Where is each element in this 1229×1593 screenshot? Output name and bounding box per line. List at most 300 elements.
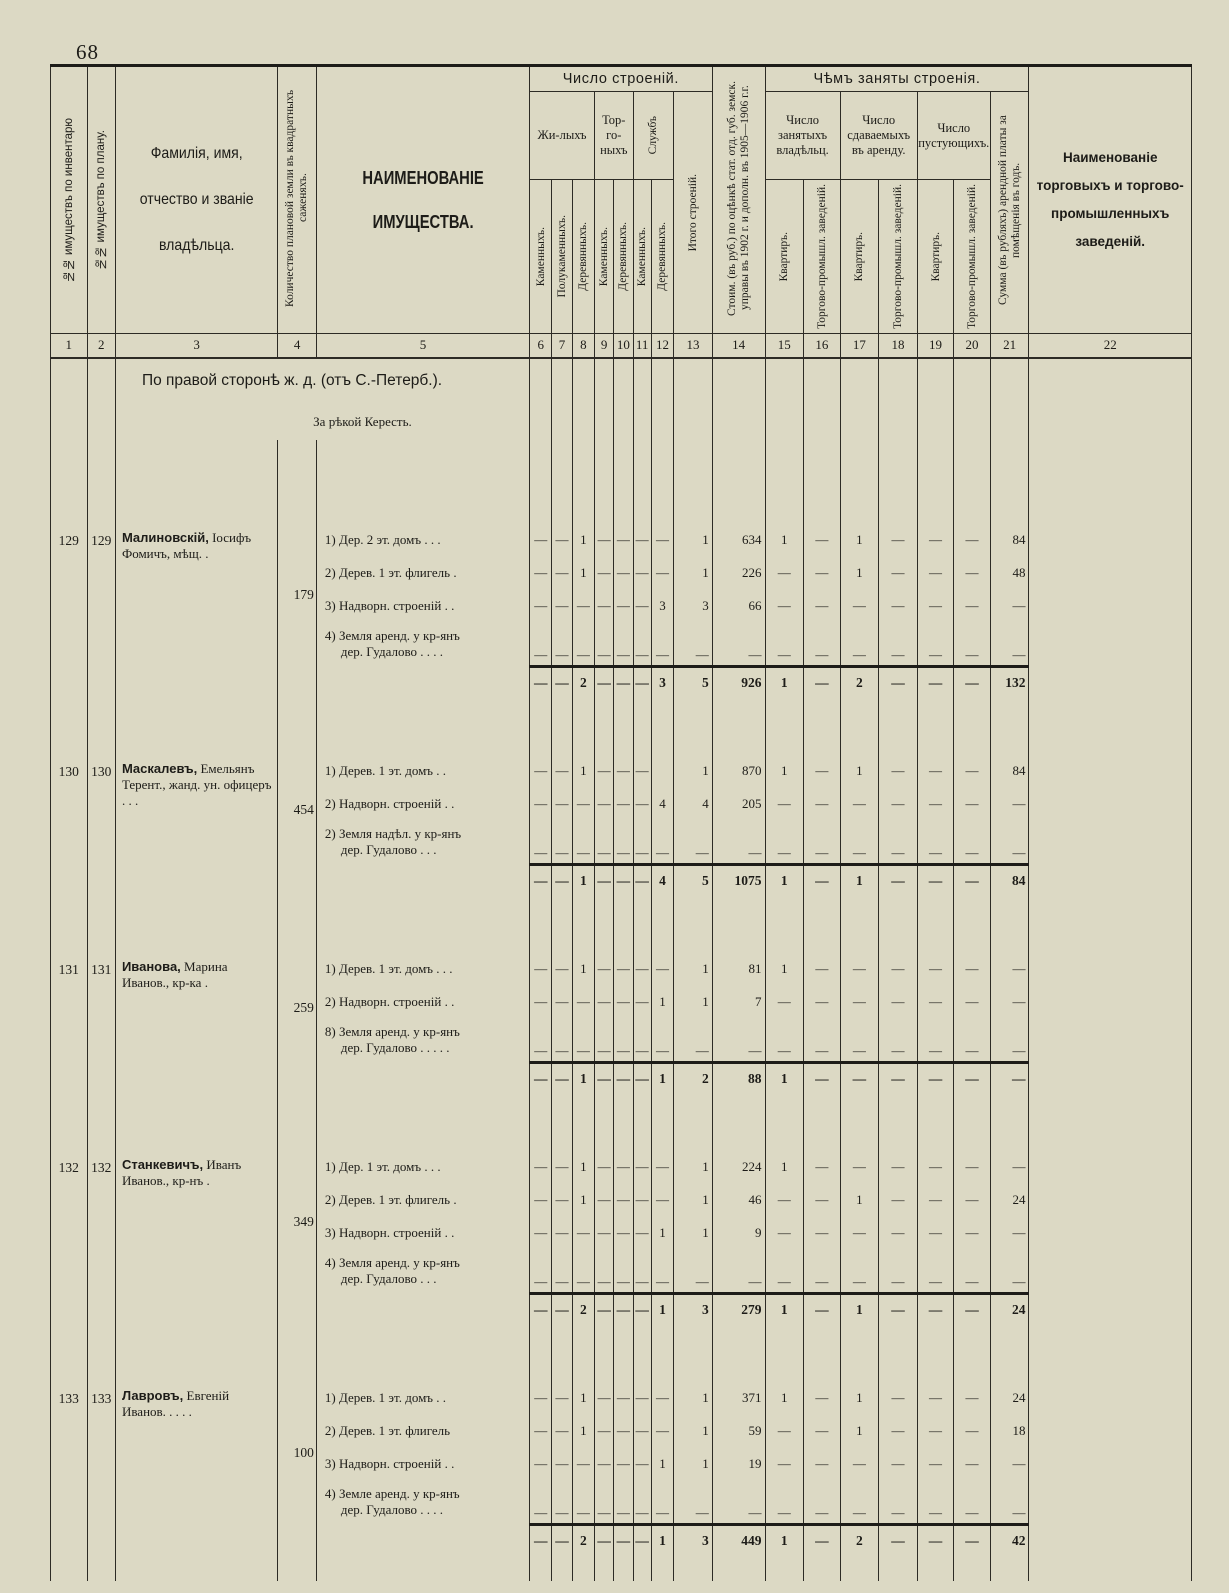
sum-rent: —: [990, 1063, 1029, 1095]
sum-occupancy-cell: 2: [840, 667, 879, 699]
building-count-cell: —: [614, 1448, 633, 1481]
empty-cell: [840, 699, 879, 755]
building-count-cell: [651, 755, 673, 788]
occupancy-cell: —: [804, 821, 841, 865]
rent-sum: —: [990, 788, 1029, 821]
occupancy-cell: —: [804, 1184, 841, 1217]
occupancy-cell: —: [840, 1481, 879, 1525]
empty-cell: [674, 897, 713, 953]
total-buildings: 1: [674, 557, 713, 590]
occupancy-cell: —: [954, 590, 991, 623]
building-count-cell: —: [530, 1019, 552, 1063]
occupancy-cell: —: [879, 590, 918, 623]
cost-value: 7: [712, 986, 765, 1019]
rent-sum: —: [990, 1217, 1029, 1250]
sum-occupancy-cell: —: [954, 865, 991, 897]
empty-cell: [674, 699, 713, 755]
building-count-cell: —: [572, 590, 594, 623]
sum-count-cell: —: [530, 1294, 552, 1326]
header-plan-no: №№ имуществъ по плану.: [87, 66, 115, 334]
empty-cell: [990, 440, 1029, 524]
building-count-cell: —: [614, 1217, 633, 1250]
property-total-row: [51, 667, 1192, 699]
occupancy-cell: —: [954, 524, 991, 557]
occupancy-cell: —: [954, 1019, 991, 1063]
sum-occupancy-cell: 2: [840, 1525, 879, 1557]
establishment-name: [1029, 1184, 1192, 1217]
empty-cell: [917, 1095, 954, 1151]
sum-count-cell: —: [552, 667, 572, 699]
cost-value: 224: [712, 1151, 765, 1184]
sum-occupancy-cell: —: [954, 1294, 991, 1326]
building-count-cell: —: [651, 821, 673, 865]
property-description: [316, 590, 529, 623]
sum-occupancy-cell: —: [804, 667, 841, 699]
occupancy-cell: —: [917, 953, 954, 986]
building-count-cell: 1: [572, 755, 594, 788]
building-count-cell: —: [651, 1415, 673, 1448]
empty-cell: [51, 1525, 88, 1557]
building-count-cell: —: [614, 623, 633, 667]
header-empty-apartments: Квартиръ.: [917, 180, 954, 334]
empty-cell: [87, 1095, 115, 1151]
column-number: 21: [990, 334, 1029, 358]
plan-number: 130: [87, 755, 115, 865]
building-count-cell: —: [633, 590, 651, 623]
sum-count-cell: —: [594, 1063, 613, 1095]
owner-details: Марина Иванов., кр-ка .: [121, 958, 228, 990]
land-area: 259: [278, 953, 317, 1063]
owner-name: [115, 1151, 277, 1294]
inventory-number: 133: [51, 1382, 88, 1525]
empty-cell: [674, 440, 713, 524]
building-count-cell: —: [614, 788, 633, 821]
occupancy-cell: —: [765, 986, 804, 1019]
building-count-cell: —: [552, 788, 572, 821]
occupancy-cell: —: [879, 1448, 918, 1481]
occupancy-cell: 1: [765, 953, 804, 986]
property-description: [316, 1415, 529, 1448]
occupancy-cell: —: [804, 1019, 841, 1063]
occupancy-cell: —: [917, 821, 954, 865]
header-service-stone: Каменныхъ.: [633, 180, 651, 334]
total-buildings: 1: [674, 1415, 713, 1448]
empty-cell: [917, 1557, 954, 1581]
empty-cell: [115, 1063, 277, 1095]
building-count-cell: —: [530, 755, 552, 788]
property-description: [316, 755, 529, 788]
sum-occupancy-cell: —: [917, 865, 954, 897]
empty-cell: [87, 897, 115, 953]
occupancy-cell: 1: [765, 755, 804, 788]
column-number: 16: [804, 334, 841, 358]
building-count-cell: —: [572, 1448, 594, 1481]
rent-sum: —: [990, 623, 1029, 667]
establishment-name: [1029, 1415, 1192, 1448]
owner-surname: Малиновскій,: [121, 529, 209, 545]
empty-cell: [87, 865, 115, 897]
property-description: [316, 986, 529, 1019]
building-count-cell: —: [614, 755, 633, 788]
establishment-name: [1029, 1382, 1192, 1415]
empty-cell: [278, 667, 317, 699]
occupancy-cell: —: [917, 755, 954, 788]
occupancy-cell: —: [954, 1217, 991, 1250]
building-count-cell: —: [614, 1382, 633, 1415]
empty-cell: [51, 1557, 88, 1581]
empty-cell: [278, 1326, 317, 1382]
empty-cell: [115, 1525, 277, 1557]
column-number-row: [51, 334, 1192, 358]
total-buildings: 1: [674, 755, 713, 788]
building-count-cell: —: [552, 755, 572, 788]
owner-details: Евгеній Иванов. . . . .: [121, 1387, 230, 1419]
occupancy-cell: —: [879, 1382, 918, 1415]
building-count-cell: —: [651, 623, 673, 667]
header-owner-trade: Торгово-промышл. заведеній.: [804, 180, 841, 334]
establishment-name: [1029, 755, 1192, 788]
inventory-number: 130: [51, 755, 88, 865]
empty-cell: [614, 440, 633, 524]
total-buildings: 4: [674, 788, 713, 821]
empty-cell: [530, 440, 552, 524]
occupancy-cell: —: [765, 1250, 804, 1294]
building-count-cell: —: [594, 1250, 613, 1294]
empty-cell: [51, 699, 88, 755]
sum-count-cell: —: [614, 667, 633, 699]
empty-cell: [594, 440, 613, 524]
empty-cell: [765, 897, 804, 953]
rent-sum: 24: [990, 1382, 1029, 1415]
empty-cell: [530, 1557, 552, 1581]
owner-details: Емельянъ Терент., жанд. ун. офицеръ . . .: [121, 760, 272, 808]
building-count-cell: —: [633, 1481, 651, 1525]
property-total-row: [51, 1063, 1192, 1095]
sum-count-cell: —: [594, 1525, 613, 1557]
cost-value: 66: [712, 590, 765, 623]
total-buildings: 1: [674, 953, 713, 986]
description-line: 1) Дер. 1 эт. домъ . . .: [324, 1159, 441, 1174]
property-description: [316, 953, 529, 986]
establishment-name: [1029, 986, 1192, 1019]
occupancy-cell: —: [917, 1250, 954, 1294]
sum-count-cell: —: [614, 1063, 633, 1095]
empty-cell: [879, 699, 918, 755]
sum-occupancy-cell: —: [879, 1063, 918, 1095]
occupancy-cell: —: [879, 1217, 918, 1250]
empty-cell: [278, 897, 317, 953]
building-count-cell: —: [633, 788, 651, 821]
rent-sum: 84: [990, 755, 1029, 788]
establishment-name: [1029, 524, 1192, 557]
building-count-cell: —: [633, 1019, 651, 1063]
owner-details: Иванъ Иванов., кр-нъ .: [121, 1156, 242, 1188]
occupancy-cell: —: [879, 623, 918, 667]
empty-cell: [530, 1326, 552, 1382]
header-owner-apartments: Квартиръ.: [765, 180, 804, 334]
sum-count-cell: 2: [572, 1525, 594, 1557]
building-count-cell: —: [614, 557, 633, 590]
sum-count-cell: —: [530, 667, 552, 699]
establishment-name: [1029, 1217, 1192, 1250]
land-area: 349: [278, 1151, 317, 1294]
occupancy-cell: —: [917, 1382, 954, 1415]
occupancy-cell: 1: [840, 1382, 879, 1415]
sum-count-cell: 2: [572, 1294, 594, 1326]
rent-sum: —: [990, 1019, 1029, 1063]
empty-cell: [316, 1294, 529, 1326]
building-count-cell: —: [594, 1382, 613, 1415]
building-count-cell: —: [633, 1217, 651, 1250]
land-area: 100: [278, 1382, 317, 1525]
column-number: 19: [917, 334, 954, 358]
occupancy-cell: —: [765, 788, 804, 821]
empty-cell: [87, 699, 115, 755]
total-buildings: —: [674, 1019, 713, 1063]
page-number: 68: [76, 40, 99, 64]
sum-occupancy-cell: —: [804, 865, 841, 897]
empty-cell: [572, 1557, 594, 1581]
plan-number: 129: [87, 524, 115, 667]
empty-cell: [115, 1095, 277, 1151]
column-number: 17: [840, 334, 879, 358]
establishment-name: [1029, 1250, 1192, 1294]
empty-cell: [594, 1095, 613, 1151]
property-description: [316, 788, 529, 821]
total-buildings: —: [674, 1481, 713, 1525]
building-count-cell: —: [572, 1217, 594, 1250]
header-cost: Стоим. (въ руб.) по оцѣнкѣ стат. отд. губ. земск. управы въ 1902 г. и дополн. въ 1905—1906 г.г.: [712, 66, 765, 334]
occupancy-cell: —: [879, 1151, 918, 1184]
sum-total-buildings: 5: [674, 865, 713, 897]
occupancy-cell: —: [879, 1415, 918, 1448]
occupancy-cell: —: [804, 1481, 841, 1525]
building-count-cell: —: [594, 1184, 613, 1217]
empty-cell: [840, 440, 879, 524]
building-count-cell: —: [651, 524, 673, 557]
empty-cell: [765, 699, 804, 755]
occupancy-cell: —: [840, 1151, 879, 1184]
occupancy-cell: —: [917, 623, 954, 667]
empty-cell: [51, 1326, 88, 1382]
building-count-cell: —: [633, 953, 651, 986]
empty-cell: [51, 897, 88, 953]
header-trade-stone: Каменныхъ.: [594, 180, 613, 334]
sum-occupancy-cell: —: [879, 1525, 918, 1557]
description-line: 1) Дерев. 1 эт. домъ . .: [324, 763, 447, 778]
column-number: 13: [674, 334, 713, 358]
building-count-cell: —: [594, 590, 613, 623]
building-count-cell: —: [552, 1250, 572, 1294]
header-land-area: Количество плановой земли въ квадратныхъ саженяхъ.: [278, 66, 317, 334]
occupancy-cell: —: [954, 557, 991, 590]
occupancy-cell: —: [765, 557, 804, 590]
sum-occupancy-cell: —: [879, 667, 918, 699]
empty-cell: [804, 440, 841, 524]
empty-cell: [87, 1525, 115, 1557]
empty-cell: [879, 1557, 918, 1581]
occupancy-cell: —: [804, 557, 841, 590]
occupancy-cell: —: [954, 1184, 991, 1217]
property-description: [316, 1382, 529, 1415]
rent-sum: —: [990, 1250, 1029, 1294]
occupancy-cell: —: [954, 953, 991, 986]
building-count-cell: —: [614, 1415, 633, 1448]
owner-name: [115, 755, 277, 865]
empty-cell: [674, 1326, 713, 1382]
empty-cell: [879, 440, 918, 524]
property-description: [316, 1448, 529, 1481]
column-number: 9: [594, 334, 613, 358]
building-count-cell: —: [633, 1184, 651, 1217]
occupancy-cell: —: [765, 1415, 804, 1448]
sum-rent: 24: [990, 1294, 1029, 1326]
occupancy-cell: —: [804, 986, 841, 1019]
building-count-cell: —: [552, 1448, 572, 1481]
empty-cell: [115, 1557, 277, 1581]
column-number: 7: [552, 334, 572, 358]
sum-occupancy-cell: —: [917, 1525, 954, 1557]
building-count-cell: —: [530, 1481, 552, 1525]
header-rented: Число сдаваемыхъ въ аренду.: [840, 92, 917, 180]
sum-count-cell: —: [614, 1294, 633, 1326]
rent-sum: —: [990, 953, 1029, 986]
empty-cell: [990, 1557, 1029, 1581]
sum-total-buildings: 3: [674, 1525, 713, 1557]
building-count-cell: 1: [651, 1217, 673, 1250]
description-line: 1) Дерев. 1 эт. домъ . .: [324, 1390, 447, 1405]
description-line: 4) Земля аренд. у кр-янъ: [324, 627, 460, 643]
building-count-cell: —: [552, 1217, 572, 1250]
empty-cell: [278, 699, 317, 755]
empty-cell: [316, 1557, 529, 1581]
occupancy-cell: —: [879, 1019, 918, 1063]
empty-cell: [1029, 897, 1192, 953]
empty-cell: [804, 1095, 841, 1151]
empty-cell: [87, 667, 115, 699]
building-count-cell: 1: [572, 1151, 594, 1184]
empty-cell: [614, 1557, 633, 1581]
building-count-cell: —: [633, 755, 651, 788]
occupancy-cell: —: [765, 821, 804, 865]
sum-occupancy-cell: 1: [765, 667, 804, 699]
sum-rent: 84: [990, 865, 1029, 897]
building-count-cell: —: [633, 1151, 651, 1184]
sum-count-cell: —: [552, 865, 572, 897]
occupancy-cell: —: [840, 1448, 879, 1481]
owner-name: [115, 524, 277, 667]
cost-value: —: [712, 623, 765, 667]
establishment-name: [1029, 788, 1192, 821]
occupancy-cell: —: [954, 986, 991, 1019]
building-count-cell: —: [651, 953, 673, 986]
building-count-cell: —: [651, 1019, 673, 1063]
total-buildings: 1: [674, 524, 713, 557]
empty-cell: [530, 897, 552, 953]
header-rent-sum: Сумма (въ рубляхъ) арендной платы за помѣщенія въ годъ.: [990, 92, 1029, 334]
occupancy-cell: 1: [765, 1151, 804, 1184]
sum-count-cell: 2: [572, 667, 594, 699]
empty-cell: [614, 699, 633, 755]
building-count-cell: 1: [572, 557, 594, 590]
building-count-cell: 1: [651, 1448, 673, 1481]
empty-cell: [316, 440, 529, 524]
building-count-cell: —: [572, 1481, 594, 1525]
building-count-cell: —: [614, 1184, 633, 1217]
empty-cell: [530, 1095, 552, 1151]
rent-sum: —: [990, 821, 1029, 865]
building-count-cell: —: [530, 1250, 552, 1294]
empty-cell: [804, 897, 841, 953]
empty-cell: [633, 440, 651, 524]
empty-cell: [87, 440, 115, 524]
rent-sum: —: [990, 1448, 1029, 1481]
occupancy-cell: —: [879, 986, 918, 1019]
empty-cell: [115, 699, 277, 755]
empty-cell: [278, 1557, 317, 1581]
occupancy-cell: 1: [840, 524, 879, 557]
cost-value: 19: [712, 1448, 765, 1481]
empty-cell: [115, 440, 277, 524]
occupancy-cell: —: [954, 821, 991, 865]
occupancy-cell: —: [804, 623, 841, 667]
rent-sum: —: [990, 1151, 1029, 1184]
occupancy-cell: —: [954, 1448, 991, 1481]
empty-cell: [572, 1095, 594, 1151]
sum-occupancy-cell: 1: [765, 1294, 804, 1326]
header-res-wooden: Деревянныхъ.: [572, 180, 594, 334]
cost-value: 81: [712, 953, 765, 986]
sum-count-cell: 1: [651, 1063, 673, 1095]
building-count-cell: 1: [651, 986, 673, 1019]
building-count-cell: —: [651, 1184, 673, 1217]
property-item-row: [51, 524, 1192, 557]
building-count-cell: 1: [572, 1382, 594, 1415]
occupancy-cell: —: [765, 590, 804, 623]
occupancy-cell: —: [917, 788, 954, 821]
empty-cell: [572, 897, 594, 953]
establishment-name: [1029, 1448, 1192, 1481]
building-count-cell: —: [594, 524, 613, 557]
occupancy-cell: —: [879, 953, 918, 986]
building-count-cell: —: [594, 788, 613, 821]
sum-occupancy-cell: —: [804, 1525, 841, 1557]
building-count-cell: —: [614, 821, 633, 865]
occupancy-cell: —: [804, 1415, 841, 1448]
empty-cell: [614, 1326, 633, 1382]
total-buildings: 1: [674, 1217, 713, 1250]
empty-cell: [879, 1095, 918, 1151]
total-buildings: —: [674, 821, 713, 865]
occupancy-cell: —: [879, 557, 918, 590]
empty-cell: [1029, 1294, 1192, 1326]
building-count-cell: —: [614, 986, 633, 1019]
occupancy-cell: —: [917, 986, 954, 1019]
building-count-cell: —: [633, 1250, 651, 1294]
empty-cell: [552, 1095, 572, 1151]
occupancy-cell: —: [879, 1481, 918, 1525]
column-number: 18: [879, 334, 918, 358]
building-count-cell: —: [594, 953, 613, 986]
building-count-cell: —: [594, 821, 613, 865]
description-line: 3) Надворн. строеній . .: [324, 1456, 455, 1471]
sum-count-cell: —: [552, 1525, 572, 1557]
description-line: 3) Надворн. строеній . .: [324, 1225, 455, 1240]
empty-cell: [954, 699, 991, 755]
property-description: [316, 557, 529, 590]
occupancy-cell: —: [840, 821, 879, 865]
occupancy-cell: —: [879, 1250, 918, 1294]
